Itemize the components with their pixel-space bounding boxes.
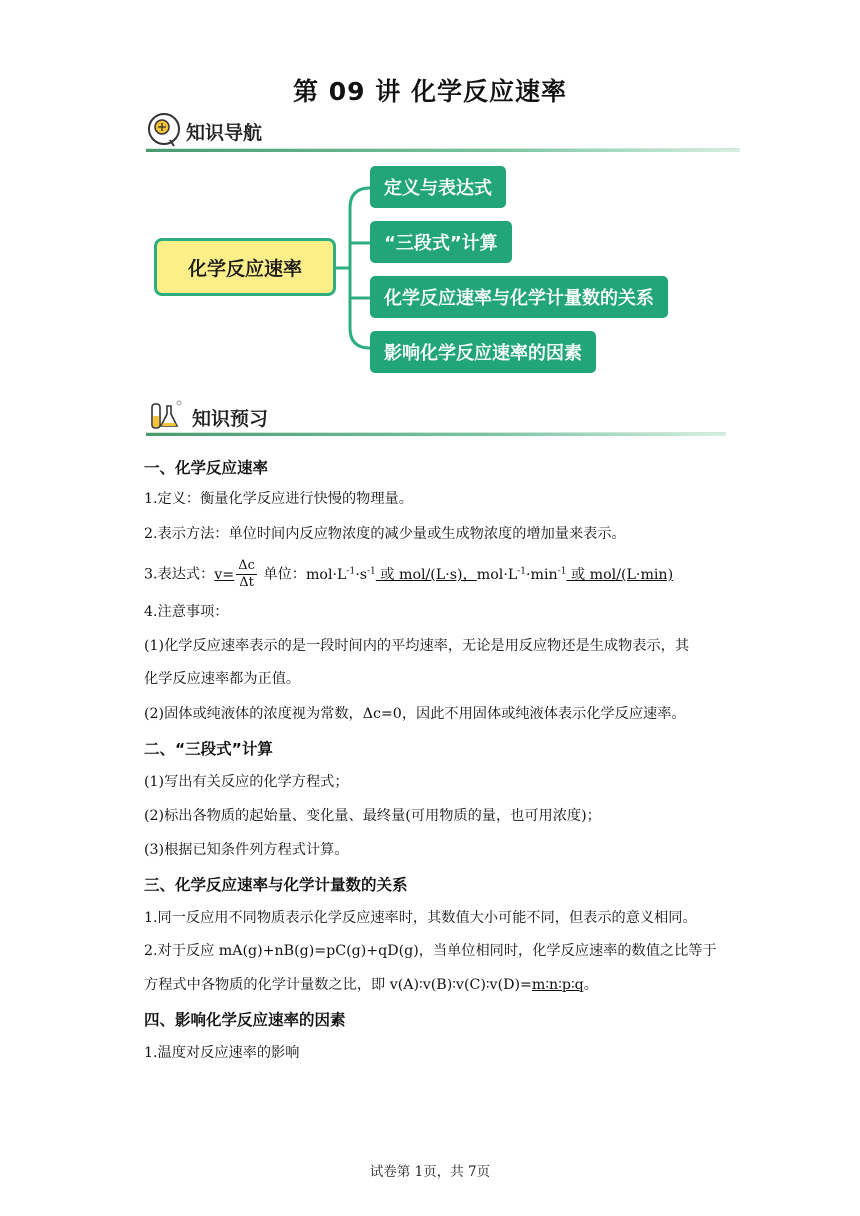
paragraph-method: 2.表示方法：单位时间内反应物浓度的减少量或生成物浓度的增加量来表示。: [144, 526, 626, 542]
mind-map-node-stoichiometry: 化学反应速率与化学计量数的关系: [370, 276, 668, 318]
paragraph-note1-line2: 化学反应速率都为正值。: [144, 671, 301, 687]
mind-map-node-factors: 影响化学反应速率的因素: [370, 331, 596, 373]
paragraph-s3-p1: 1.同一反应用不同物质表示化学反应速率时，其数值大小可能不同，但表示的意义相同。: [144, 910, 697, 926]
paragraph-s3-p2-line2: 方程式中各物质的化学计量数之比，即 v(A)∶v(B)∶v(C)∶v(D)=m∶n∶p∶q。: [144, 977, 598, 993]
page-footer: 试卷第 1页，共 7页: [369, 1164, 491, 1180]
expr-units: $mol\cdot L^{-1}\cdot s^{-1}$ 或 mol/(L·s)，$mol\cdot L^{-1}\cdot\min^{-1}$ 或 mol/(L·min): [305, 566, 674, 583]
paragraph-s3-p2-line1: 2.对于反应 mA(g)+nB(g)=pC(g)+qD(g)，当单位相同时，化学反应速率的数值之比等于: [144, 943, 717, 959]
paragraph-temperature: 1.温度对反应速率的影响: [144, 1045, 300, 1061]
flask-icon: [146, 396, 186, 436]
mind-map-node-definition: 定义与表达式: [370, 166, 506, 208]
delta-fraction: $\frac{\Delta c}{\Delta t}$: [238, 558, 255, 591]
brain-head-icon: [146, 112, 182, 148]
section-heading-stoichiometry: 三、化学反应速率与化学计量数的关系: [144, 876, 408, 894]
ratio-answer: m∶n∶p∶q: [531, 977, 584, 993]
paragraph-note1-line1: (1)化学反应速率表示的是一段时间内的平均速率，无论是用反应物还是生成物表示，其: [144, 638, 690, 654]
expr-formula: v= $\frac{\Delta c}{\Delta t}$: [214, 558, 255, 591]
paragraph-definition: 1.定义：衡量化学反应进行快慢的物理量。: [144, 491, 413, 507]
banner-label: 知识预习: [192, 408, 269, 430]
section-heading-rate: 一、化学反应速率: [144, 459, 269, 477]
paragraph-note2: (2)固体或纯液体的浓度视为常数，Δc=0，因此不用固体或纯液体表示化学反应速率。: [144, 706, 686, 722]
banner-label: 知识导航: [186, 122, 263, 144]
paragraph-notes-title: 4.注意事项：: [144, 604, 229, 620]
section-heading-factors: 四、影响化学反应速率的因素: [144, 1011, 346, 1029]
paragraph-step1: (1)写出有关反应的化学方程式；: [144, 774, 349, 790]
section-heading-three-step: 二、“三段式”计算: [144, 740, 273, 758]
mind-map: [150, 162, 710, 382]
page-title: 第 09 讲 化学反应速率: [293, 77, 567, 106]
paragraph-expression: [144, 553, 673, 593]
mind-map-root: 化学反应速率: [154, 238, 336, 296]
expr-unit-label: 单位：: [258, 566, 306, 583]
knowledge-preview-banner: [146, 396, 726, 436]
mind-map-node-three-step: “三段式”计算: [370, 221, 512, 263]
expr-prefix: 3.表达式：: [144, 566, 215, 583]
paragraph-step2: (2)标出各物质的起始量、变化量、最终量(可用物质的量，也可用浓度)；: [144, 808, 601, 824]
paragraph-step3: (3)根据已知条件列方程式计算。: [144, 842, 349, 858]
knowledge-nav-banner: [146, 112, 740, 152]
